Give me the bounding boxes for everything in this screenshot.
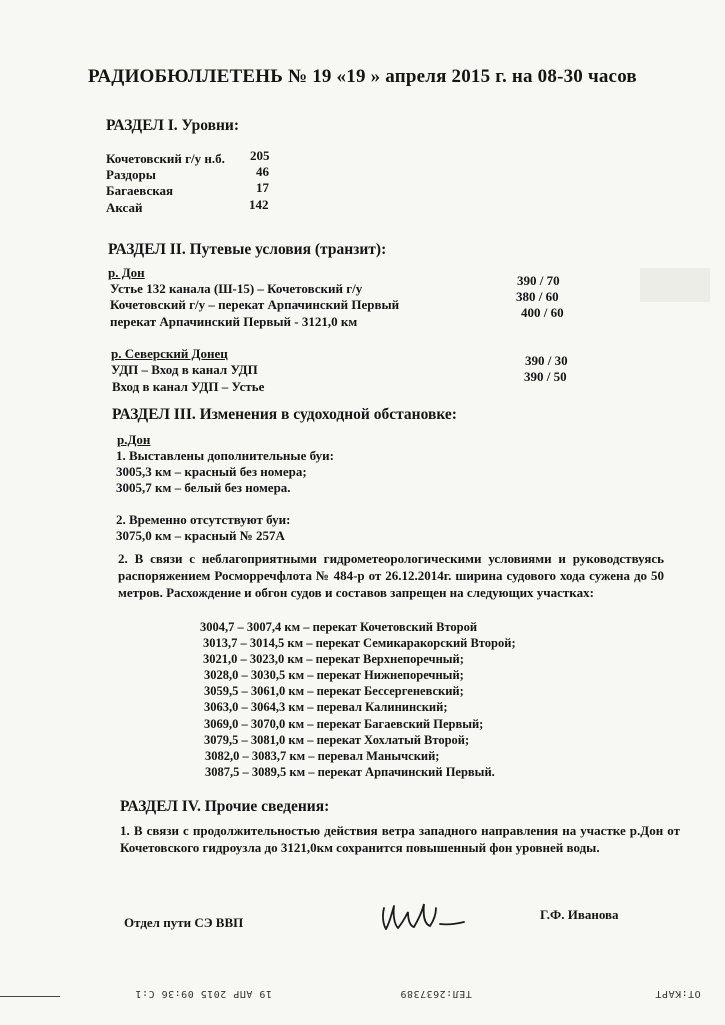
scan-artifact: [640, 268, 710, 302]
route-value: 390 / 50: [524, 369, 567, 384]
section-1-heading: РАЗДЕЛ I. Уровни:: [106, 117, 240, 134]
route-name: Вход в канал УДП – Устье: [112, 379, 265, 394]
route-value: 390 / 70: [517, 273, 560, 288]
level-row-value: 205: [250, 148, 270, 163]
stretch-item: 3021,0 – 3023,0 км – перекат Верхнепоречный;: [203, 652, 464, 666]
stretch-item: 3059,5 – 3061,0 км – перекат Бессергеневский;: [204, 684, 464, 698]
route-value: 390 / 30: [525, 353, 568, 368]
section-4-heading: РАЗДЕЛ IV. Прочие сведения:: [120, 798, 330, 815]
fax-phone: ТЕЛ:2637389: [400, 988, 472, 999]
route-name: УДП – Вход в канал УДП: [111, 362, 258, 377]
stretch-item: 3087,5 – 3089,5 км – перекат Арпачинский Первый.: [205, 765, 495, 779]
fax-sender: ОТ:КАРТ: [655, 988, 701, 999]
item-title: 1. Выставлены дополнительные буи:: [116, 448, 334, 463]
stretch-item: 3069,0 – 3070,0 км – перекат Багаевский Первый;: [204, 717, 484, 731]
document-title: РАДИОБЮЛЛЕТЕНЬ № 19 «19 » апреля 2015 г. на 08-30 часов: [88, 66, 637, 87]
level-row-name: Кочетовский г/у н.б.: [106, 151, 225, 166]
route-value: 400 / 60: [521, 305, 564, 320]
narrowing-paragraph: 2. В связи с неблагоприятными гидрометеорологическими условиями и руководствуясь распоряжением Росморречфлота № 484-р от 26.12.2014г. ширина судового хода сужена до 50 метров. Расхождение и обгон судов и составов запрещен на следующих участках:: [118, 551, 664, 600]
level-row-value: 142: [249, 197, 269, 212]
buoy-line: 3005,3 км – красный без номера;: [116, 464, 307, 479]
route-name: Устье 132 канала (Ш-15) – Кочетовский г/у: [110, 281, 363, 296]
signature-image: [378, 898, 470, 936]
buoy-line: 3075,0 км – красный № 257А: [116, 528, 285, 543]
stretch-item: 3082,0 – 3083,7 км – перевал Манычский;: [205, 749, 440, 763]
level-row-value: 46: [256, 164, 269, 179]
stretch-item: 3063,0 – 3064,3 км – перевал Калининский;: [204, 700, 448, 714]
level-row-name: Багаевская: [106, 183, 174, 198]
level-row-value: 17: [256, 180, 269, 195]
level-row-name: Раздоры: [106, 167, 156, 182]
river-name: р. Дон: [108, 265, 145, 280]
river-name: р.Дон: [117, 432, 151, 447]
other-info-paragraph: 1. В связи с продолжительностью действия ветра западного направления на участке р.Дон от Кочетовского гидроузла до 3121,0км сохранится повышенный фон уровней воды.: [120, 823, 680, 855]
stretch-item: 3079,5 – 3081,0 км – перекат Хохлатый Второй;: [204, 733, 470, 747]
fax-timestamp: 19 АПР 2015 09:36 С:1: [135, 988, 272, 999]
department-label: Отдел пути СЭ ВВП: [124, 915, 244, 930]
stretch-item: 3028,0 – 3030,5 км – перекат Нижнепоречный;: [204, 668, 464, 682]
level-row-name: Аксай: [106, 200, 143, 215]
stretch-item: 3013,7 – 3014,5 км – перекат Семикаракорский Второй;: [203, 636, 516, 650]
scan-edge-line: [0, 996, 60, 997]
section-2-heading: РАЗДЕЛ II. Путевые условия (транзит):: [108, 241, 387, 258]
buoy-line: 3005,7 км – белый без номера.: [116, 480, 291, 495]
item-title: 2. Временно отсутствуют буи:: [116, 512, 291, 527]
route-name: перекат Арпачинский Первый - 3121,0 км: [110, 314, 358, 329]
route-name: Кочетовский г/у – перекат Арпачинский Первый: [110, 297, 400, 312]
river-name: р. Северский Донец: [111, 346, 228, 361]
signer-name: Г.Ф. Иванова: [540, 907, 619, 922]
route-value: 380 / 60: [516, 289, 559, 304]
section-3-heading: РАЗДЕЛ III. Изменения в судоходной обстановке:: [112, 406, 457, 423]
stretch-item: 3004,7 – 3007,4 км – перекат Кочетовский Второй: [200, 620, 478, 634]
